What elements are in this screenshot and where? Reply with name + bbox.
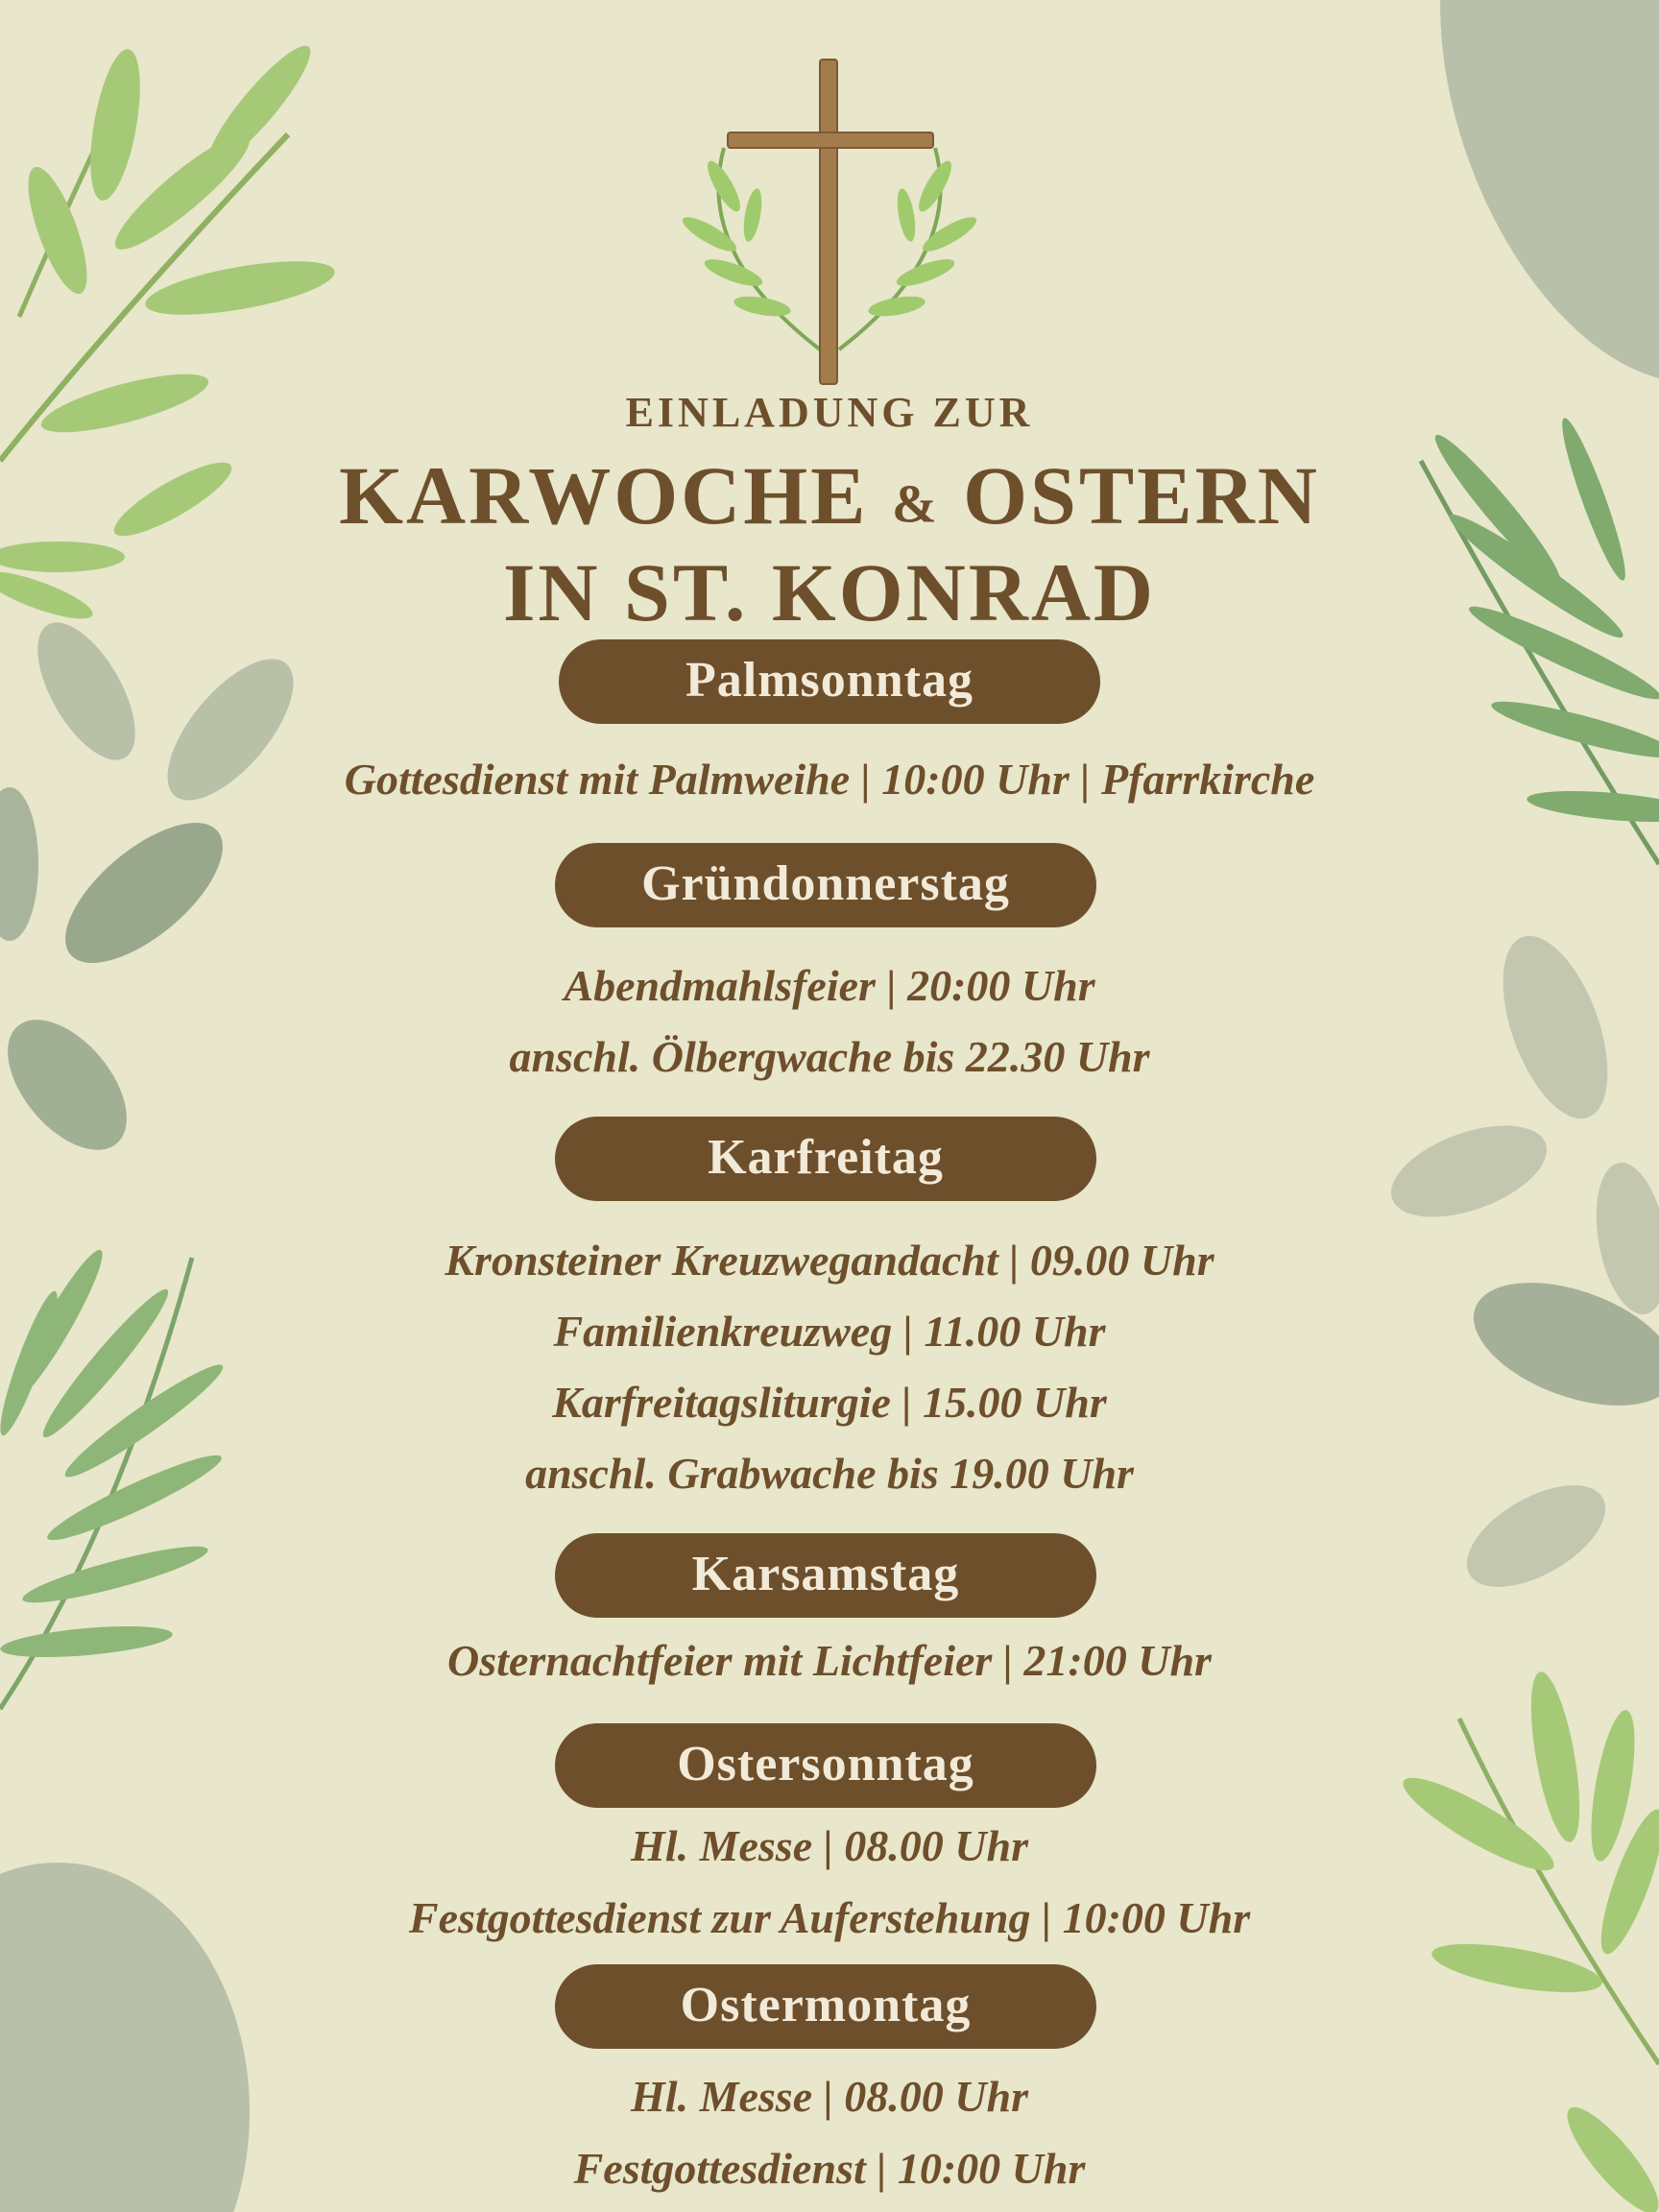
schedule-line: Gottesdienst mit Palmweihe | 10:00 Uhr | Pfarrkirche bbox=[344, 755, 1315, 804]
schedule-line: Abendmahlsfeier | 20:00 Uhr bbox=[564, 961, 1095, 1010]
schedule-line: Karfreitagsliturgie | 15.00 Uhr bbox=[552, 1378, 1107, 1427]
stone-icon bbox=[1371, 0, 1659, 432]
schedule-line: Familienkreuzweg | 11.00 Uhr bbox=[553, 1307, 1106, 1356]
title-ampersand: & bbox=[892, 474, 940, 535]
day-label-ostermontag: Ostermontag bbox=[555, 1964, 1096, 2049]
day-label-karfreitag: Karfreitag bbox=[555, 1117, 1096, 1201]
schedule-line: Hl. Messe | 08.00 Uhr bbox=[631, 2072, 1028, 2121]
schedule-line: Festgottesdienst zur Auferstehung | 10:00 Uhr bbox=[408, 1893, 1251, 1942]
cross-emblem bbox=[657, 42, 1002, 388]
schedule-line: anschl. Grabwache bis 19.00 Uhr bbox=[525, 1449, 1134, 1498]
day-label-ostersonntag: Ostersonntag bbox=[555, 1723, 1096, 1808]
day-label-palmsonntag: Palmsonntag bbox=[559, 639, 1100, 724]
olive-wreath-icon bbox=[679, 148, 980, 349]
day-label-gruendonnerstag: Gründonnerstag bbox=[555, 843, 1096, 927]
cross-icon bbox=[728, 60, 933, 384]
schedule-line: Festgottesdienst | 10:00 Uhr bbox=[573, 2144, 1086, 2193]
schedule-line: Osternachtfeier mit Lichtfeier | 21:00 Uhr bbox=[447, 1636, 1212, 1685]
schedule-line: Hl. Messe | 08.00 Uhr bbox=[631, 1821, 1028, 1870]
invitation-kicker: EINLADUNG ZUR bbox=[625, 389, 1034, 436]
day-label-karsamstag: Karsamstag bbox=[555, 1533, 1096, 1618]
page-title bbox=[0, 451, 1659, 637]
title-part-1: KARWOCHE bbox=[339, 449, 869, 541]
title-part-2: OSTERN bbox=[963, 449, 1320, 541]
title-line-2: IN ST. KONRAD bbox=[502, 546, 1157, 639]
schedule-line: anschl. Ölbergwache bis 22.30 Uhr bbox=[509, 1032, 1150, 1081]
sage-leaf-icon bbox=[0, 608, 315, 1171]
schedule-line: Kronsteiner Kreuzwegandacht | 09.00 Uhr bbox=[445, 1236, 1214, 1285]
